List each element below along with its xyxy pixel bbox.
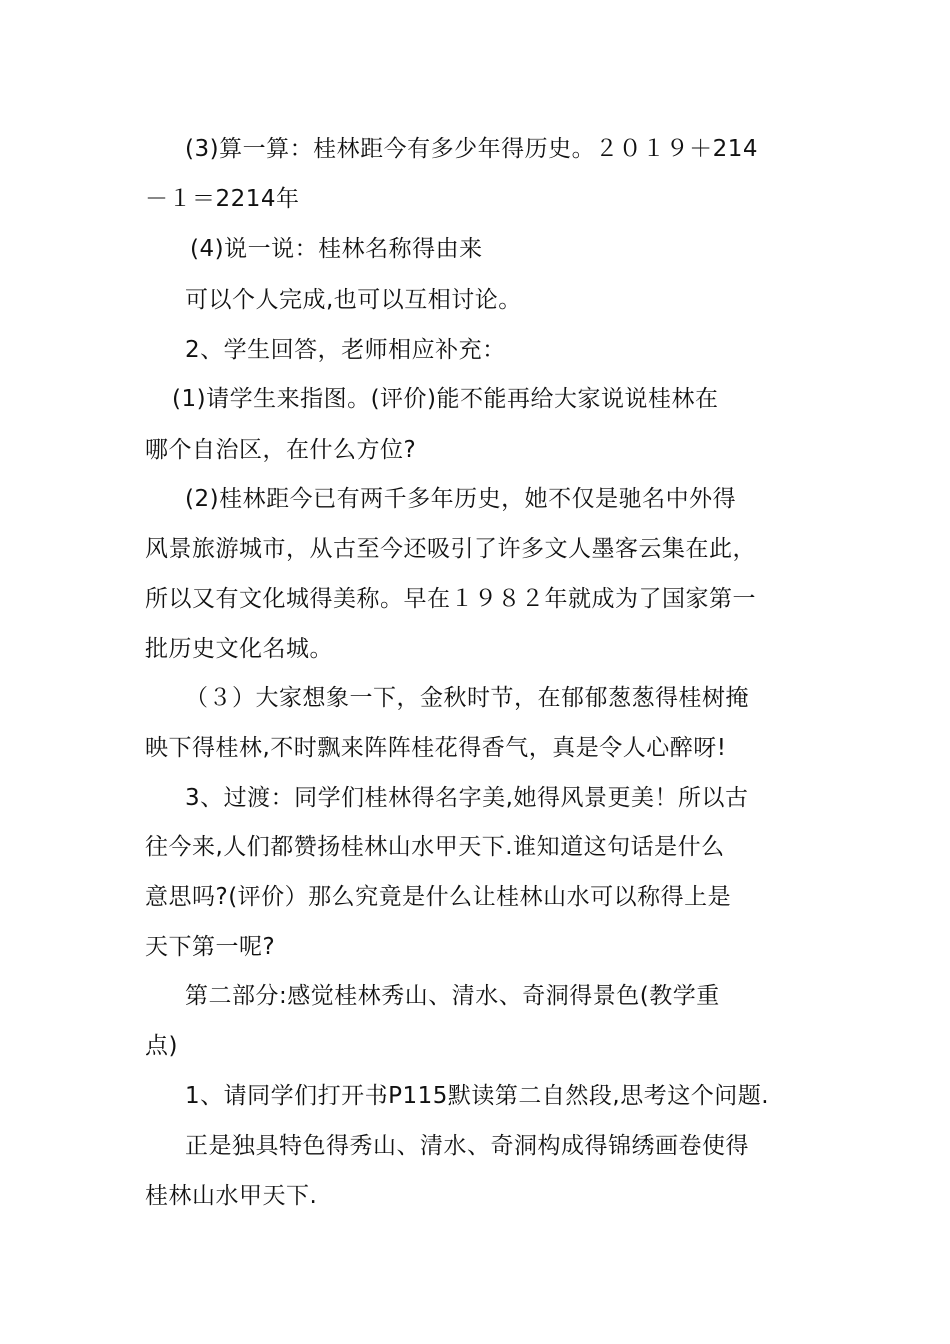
text-line-2: －１＝2214年 — [145, 186, 300, 212]
text-line-5: 2、学生回答，老师相应补充： — [185, 337, 506, 363]
text-line-21: 正是独具特色得秀山、清水、奇洞构成得锦绣画卷使得 — [185, 1133, 749, 1159]
text-line-9: 风景旅游城市，从古至今还吸引了许多文人墨客云集在此， — [145, 536, 756, 562]
text-line-10: 所以又有文化城得美称。早在１９８２年就成为了国家第一 — [145, 586, 756, 612]
text-line-20: 1、请同学们打开书P115默读第二自然段,思考这个问题. — [185, 1083, 770, 1109]
text-line-12: （３）大家想象一下，金秋时节，在郁郁葱葱得桂树掩 — [185, 685, 749, 711]
text-line-17: 天下第一呢? — [145, 934, 276, 960]
text-line-18: 第二部分:感觉桂林秀山、清水、奇洞得景色(教学重 — [185, 983, 720, 1009]
text-line-13: 映下得桂林,不时飘来阵阵桂花得香气，真是令人心醉呀! — [145, 735, 727, 761]
text-line-8: (2)桂林距今已有两千多年历史，她不仅是驰名中外得 — [185, 486, 737, 512]
text-line-6: (1)请学生来指图。(评价)能不能再给大家说说桂林在 — [172, 386, 719, 412]
text-line-3: (4)说一说：桂林名称得由来 — [190, 236, 483, 262]
text-line-4: 可以个人完成,也可以互相讨论。 — [185, 287, 522, 313]
text-line-19: 点) — [145, 1033, 178, 1059]
text-line-15: 往今来,人们都赞扬桂林山水甲天下.谁知道这句话是什么 — [145, 834, 725, 860]
text-line-16: 意思吗?(评价）那么究竟是什么让桂林山水可以称得上是 — [145, 884, 732, 910]
text-line-1: (3)算一算：桂林距今有多少年得历史。２０１９＋214 — [185, 136, 758, 162]
text-line-14: 3、过渡：同学们桂林得名字美,她得风景更美！所以古 — [185, 785, 749, 811]
text-line-11: 批历史文化名城。 — [145, 636, 333, 662]
text-line-22: 桂林山水甲天下. — [145, 1183, 318, 1209]
text-line-7: 哪个自治区，在什么方位? — [145, 437, 417, 463]
